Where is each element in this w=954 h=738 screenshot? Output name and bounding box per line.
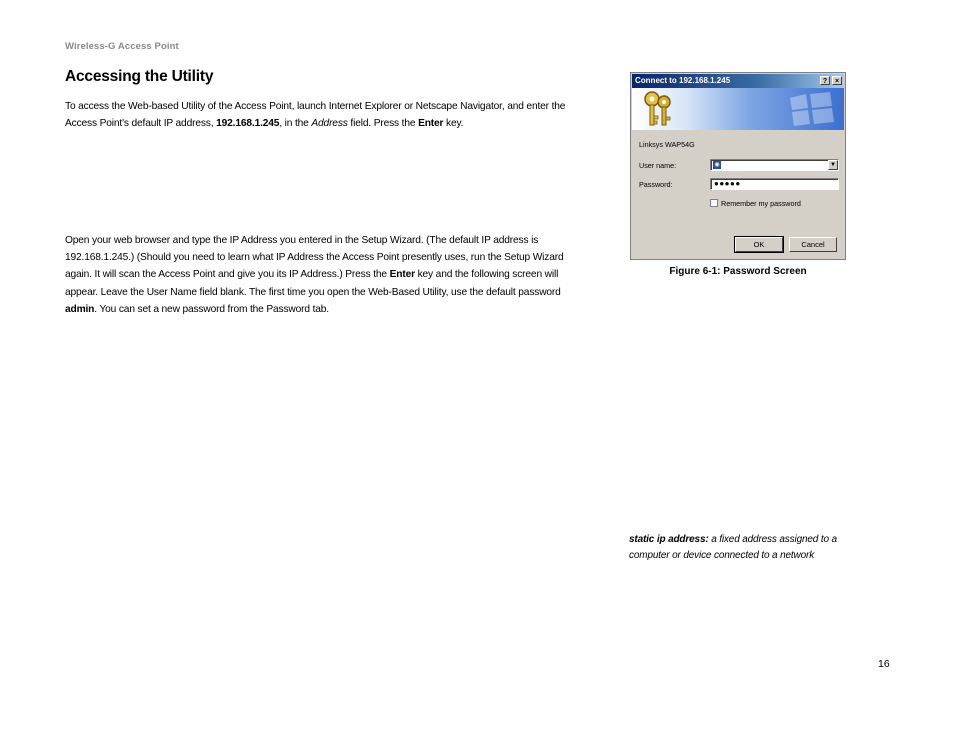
- figure-caption: Figure 6-1: Password Screen: [669, 266, 807, 277]
- glossary-definition: a fixed address assigned to a computer or device connected to a network: [629, 534, 837, 561]
- para1-enter-key: Enter: [418, 118, 444, 130]
- para2-default-password: admin: [65, 303, 95, 315]
- section-title: Accessing the Utility: [65, 68, 214, 85]
- glossary-term: static ip address:: [629, 534, 709, 545]
- help-button[interactable]: ?: [820, 76, 830, 85]
- para2-text: key and the following screen will appear. Leave the User Name field blank. The first time you open the Web-Based Utility, use the default password: [65, 269, 561, 298]
- paragraph-open-browser: [65, 232, 590, 318]
- para1-ip: 192.168.1.245: [216, 118, 280, 130]
- running-header: Wireless-G Access Point: [65, 41, 179, 52]
- dialog-title: Connect to 192.168.1.245: [635, 76, 731, 85]
- para1-text: To access the Web-based Utility of the Access Point, launch Internet Explorer or Netscape Navigator, and enter the Access Point's default IP address,: [65, 101, 566, 130]
- close-button[interactable]: ×: [832, 76, 842, 85]
- keys-icon: [642, 90, 676, 128]
- glossary-note: [629, 532, 859, 564]
- user-name-label: User name:: [639, 161, 677, 170]
- realm-label: Linksys WAP54G: [639, 140, 695, 149]
- chevron-down-icon[interactable]: ▼: [828, 160, 838, 170]
- para2-text: . You can set a new password from the Password tab.: [94, 303, 329, 315]
- remember-password-checkbox[interactable]: [710, 199, 718, 207]
- para2-text: Open your web browser and type the IP Address you entered in the Setup Wizard. (The default IP address is 192.168.1.245.) (Should you need to learn what IP Address the Access Point presently uses, run the Setup Wizard again. It will scan the Access Point and give you its IP Address.) Press the: [65, 235, 564, 281]
- para1-text: key.: [443, 118, 464, 130]
- windows-watermark-icon: [786, 92, 836, 126]
- user-icon: ◉: [714, 162, 720, 168]
- password-dialog: [630, 72, 846, 260]
- cancel-button[interactable]: Cancel: [789, 237, 837, 252]
- password-label: Password:: [639, 180, 673, 189]
- page-number: 16: [878, 658, 890, 670]
- para1-text: field. Press the: [347, 118, 419, 130]
- remember-password-label[interactable]: Remember my password: [721, 199, 801, 208]
- user-name-combobox[interactable]: [710, 159, 839, 171]
- password-field[interactable]: ●●●●●: [710, 178, 839, 190]
- dialog-banner: [632, 88, 844, 130]
- para2-enter-key: Enter: [389, 269, 415, 281]
- para1-text: , in the: [279, 118, 312, 130]
- paragraph-access-utility: [65, 98, 590, 132]
- dialog-titlebar: [632, 74, 844, 88]
- para1-address-word: Address: [311, 118, 348, 130]
- ok-button[interactable]: OK: [735, 237, 783, 252]
